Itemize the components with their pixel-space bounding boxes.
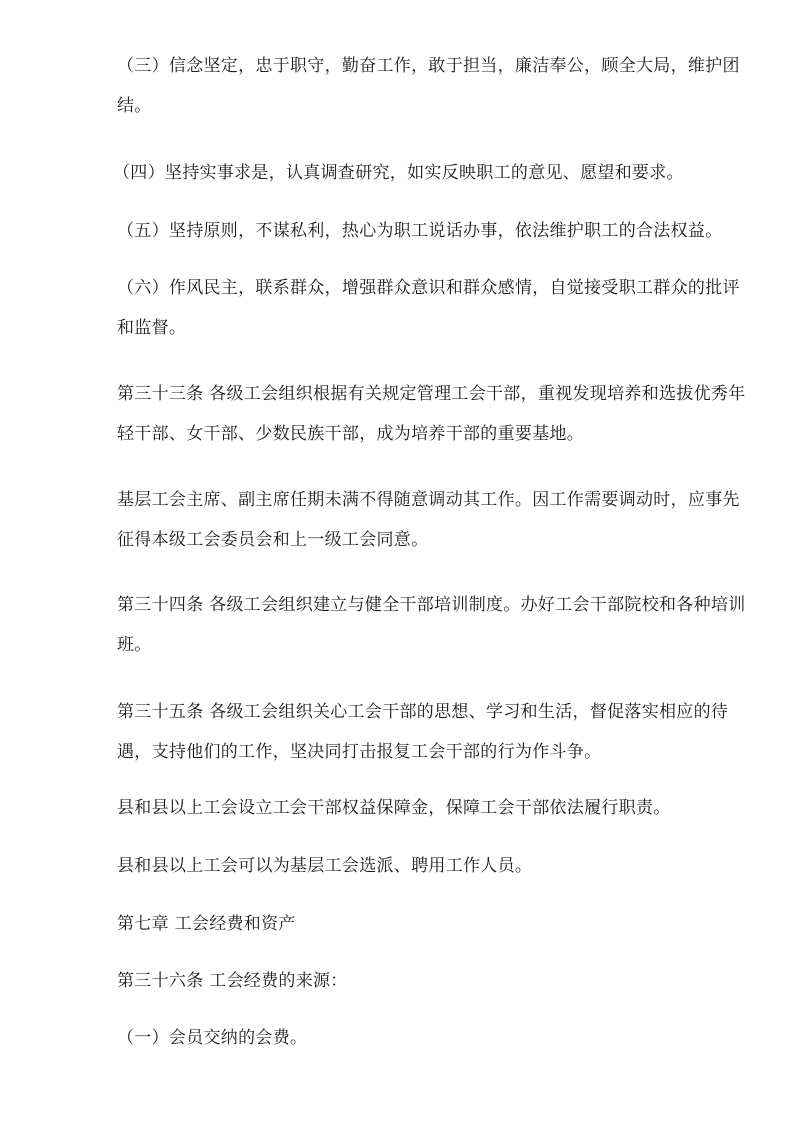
paragraph-item-3: （三）信念坚定，忠于职守，勤奋工作，敢于担当，廉洁奉公，顾全大局，维护团结。: [117, 56, 740, 116]
article-33: 第三十三条 各级工会组织根据有关规定管理工会干部，重视发现培养和选拔优秀年轻干部、女干部、少数民族干部，成为培养干部的重要基地。: [117, 384, 746, 444]
chapter-7-heading: 第七章 工会经费和资产: [117, 914, 296, 934]
article-35: 第三十五条 各级工会组织关心工会干部的思想、学习和生活，督促落实相应的待遇，支持他们的工作，坚决同打击报复工会干部的行为作斗争。: [117, 702, 729, 762]
paragraph-item-4: （四）坚持实事求是，认真调查研究，如实反映职工的意见、愿望和要求。: [113, 163, 684, 183]
paragraph-item-6: （六）作风民主，联系群众，增强群众意识和群众感情，自觉接受职工群众的批评和监督。: [117, 278, 740, 338]
article-34: 第三十四条 各级工会组织建立与健全干部培训制度。办好工会干部院校和各种培训班。: [117, 595, 746, 655]
paragraph-item-5: （五）坚持原则，不谋私利，热心为职工说话办事，依法维护职工的合法权益。: [117, 221, 723, 241]
paragraph-protection-fund: 县和县以上工会设立工会干部权益保障金，保障工会干部依法履行职责。: [117, 798, 671, 818]
paragraph-chairman-term: 基层工会主席、副主席任期未满不得随意调动其工作。因工作需要调动时，应事先征得本级工会委员会和上一级工会同意。: [117, 490, 740, 550]
article-36: 第三十六条 工会经费的来源：: [117, 971, 348, 991]
paragraph-staff-assignment: 县和县以上工会可以为基层工会选派、聘用工作人员。: [117, 856, 533, 876]
funding-source-item-1: （一）会员交纳的会费。: [117, 1028, 308, 1048]
